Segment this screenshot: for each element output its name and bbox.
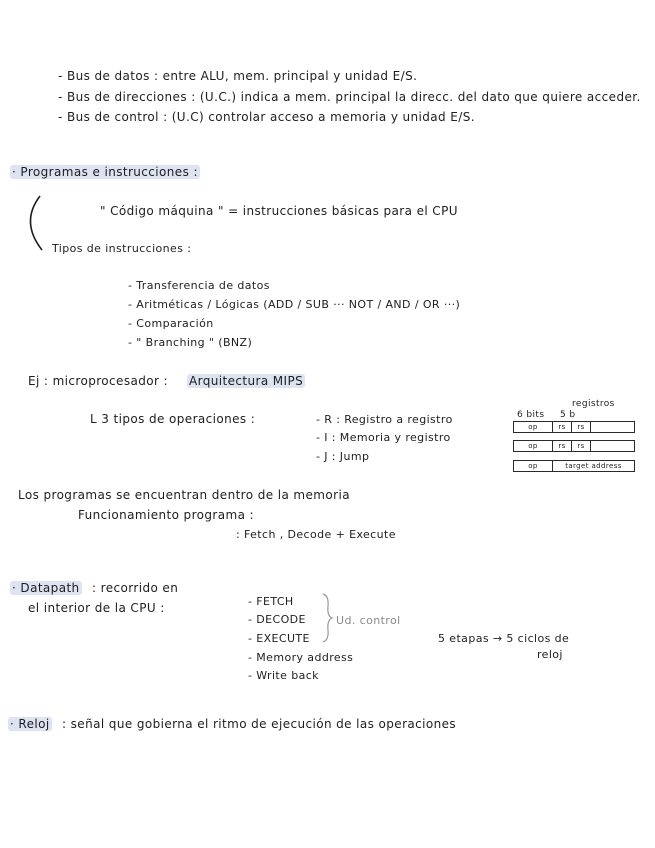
format-cell: rs: [572, 422, 591, 432]
memoria-line: Los programas se encuentran dentro de la memoria: [18, 488, 350, 502]
codigo-maquina-line: " Código máquina " = instrucciones básicas para el CPU: [100, 204, 458, 218]
bus-control-line: - Bus de control : (U.C) controlar acceso a memoria y unidad E/S.: [58, 110, 475, 124]
bracket-icon: [18, 194, 48, 254]
format-cell: op: [514, 441, 553, 451]
ejemplo-prefix: Ej : microprocesador :: [28, 374, 168, 388]
datapath-step: - Write back: [248, 669, 319, 682]
funcionamiento-line: Funcionamiento programa :: [78, 508, 254, 522]
tipo-item: - Transferencia de datos: [128, 279, 270, 292]
programas-heading: · Programas e instrucciones :: [12, 165, 198, 179]
arquitectura-mips: Arquitectura MIPS: [189, 374, 304, 388]
tipo-item: - Comparación: [128, 317, 214, 330]
format-row-j: [513, 460, 635, 472]
brace-icon: [320, 592, 334, 644]
datapath-heading: · Datapath: [12, 581, 80, 595]
fetch-decode-line: : Fetch , Decode + Execute: [236, 528, 396, 541]
bits6-label: 6 bits: [517, 410, 545, 420]
datapath-step: - EXECUTE: [248, 632, 310, 645]
tres-tipos-line: L 3 tipos de operaciones :: [90, 412, 256, 426]
registros-label: registros: [572, 399, 615, 409]
tipo-item: - " Branching " (BNZ): [128, 336, 253, 349]
bits5-label: 5 b: [560, 410, 576, 420]
format-cell: rs: [553, 422, 572, 432]
uc-control-label: Ud. control: [336, 614, 401, 627]
datapath-step: - Memory address: [248, 651, 354, 664]
etapas-line-2: reloj: [537, 648, 563, 661]
datapath-step: - DECODE: [248, 613, 306, 626]
format-cell: op: [514, 461, 553, 471]
format-cell-empty: [591, 441, 634, 451]
format-row-r: [513, 421, 635, 433]
format-cell: rs: [572, 441, 591, 451]
bus-datos-line: - Bus de datos : entre ALU, mem. principal y unidad E/S.: [58, 69, 418, 83]
format-row-i: [513, 440, 635, 452]
format-cell: op: [514, 422, 553, 432]
etapas-line-1: 5 etapas → 5 ciclos de: [438, 632, 570, 645]
tipo-item: - Aritméticas / Lógicas (ADD / SUB ··· NOT / AND / OR ···): [128, 298, 461, 311]
format-cell: rs: [553, 441, 572, 451]
datapath-desc-2: el interior de la CPU :: [28, 601, 165, 615]
format-cell-empty: [591, 422, 634, 432]
reloj-heading: · Reloj: [10, 717, 50, 731]
bus-direcciones-line: - Bus de direcciones : (U.C.) indica a mem. principal la direcc. del dato que quiere acceder.: [58, 90, 641, 104]
op-r: - R : Registro a registro: [316, 413, 453, 426]
op-j: - J : Jump: [316, 450, 370, 463]
tipos-label: Tipos de instrucciones :: [52, 242, 192, 255]
datapath-desc-1: : recorrido en: [92, 581, 179, 595]
op-i: - I : Memoria y registro: [316, 431, 451, 444]
datapath-step: - FETCH: [248, 595, 294, 608]
reloj-desc: : señal que gobierna el ritmo de ejecución de las operaciones: [62, 717, 457, 731]
format-cell: target address: [565, 462, 622, 470]
